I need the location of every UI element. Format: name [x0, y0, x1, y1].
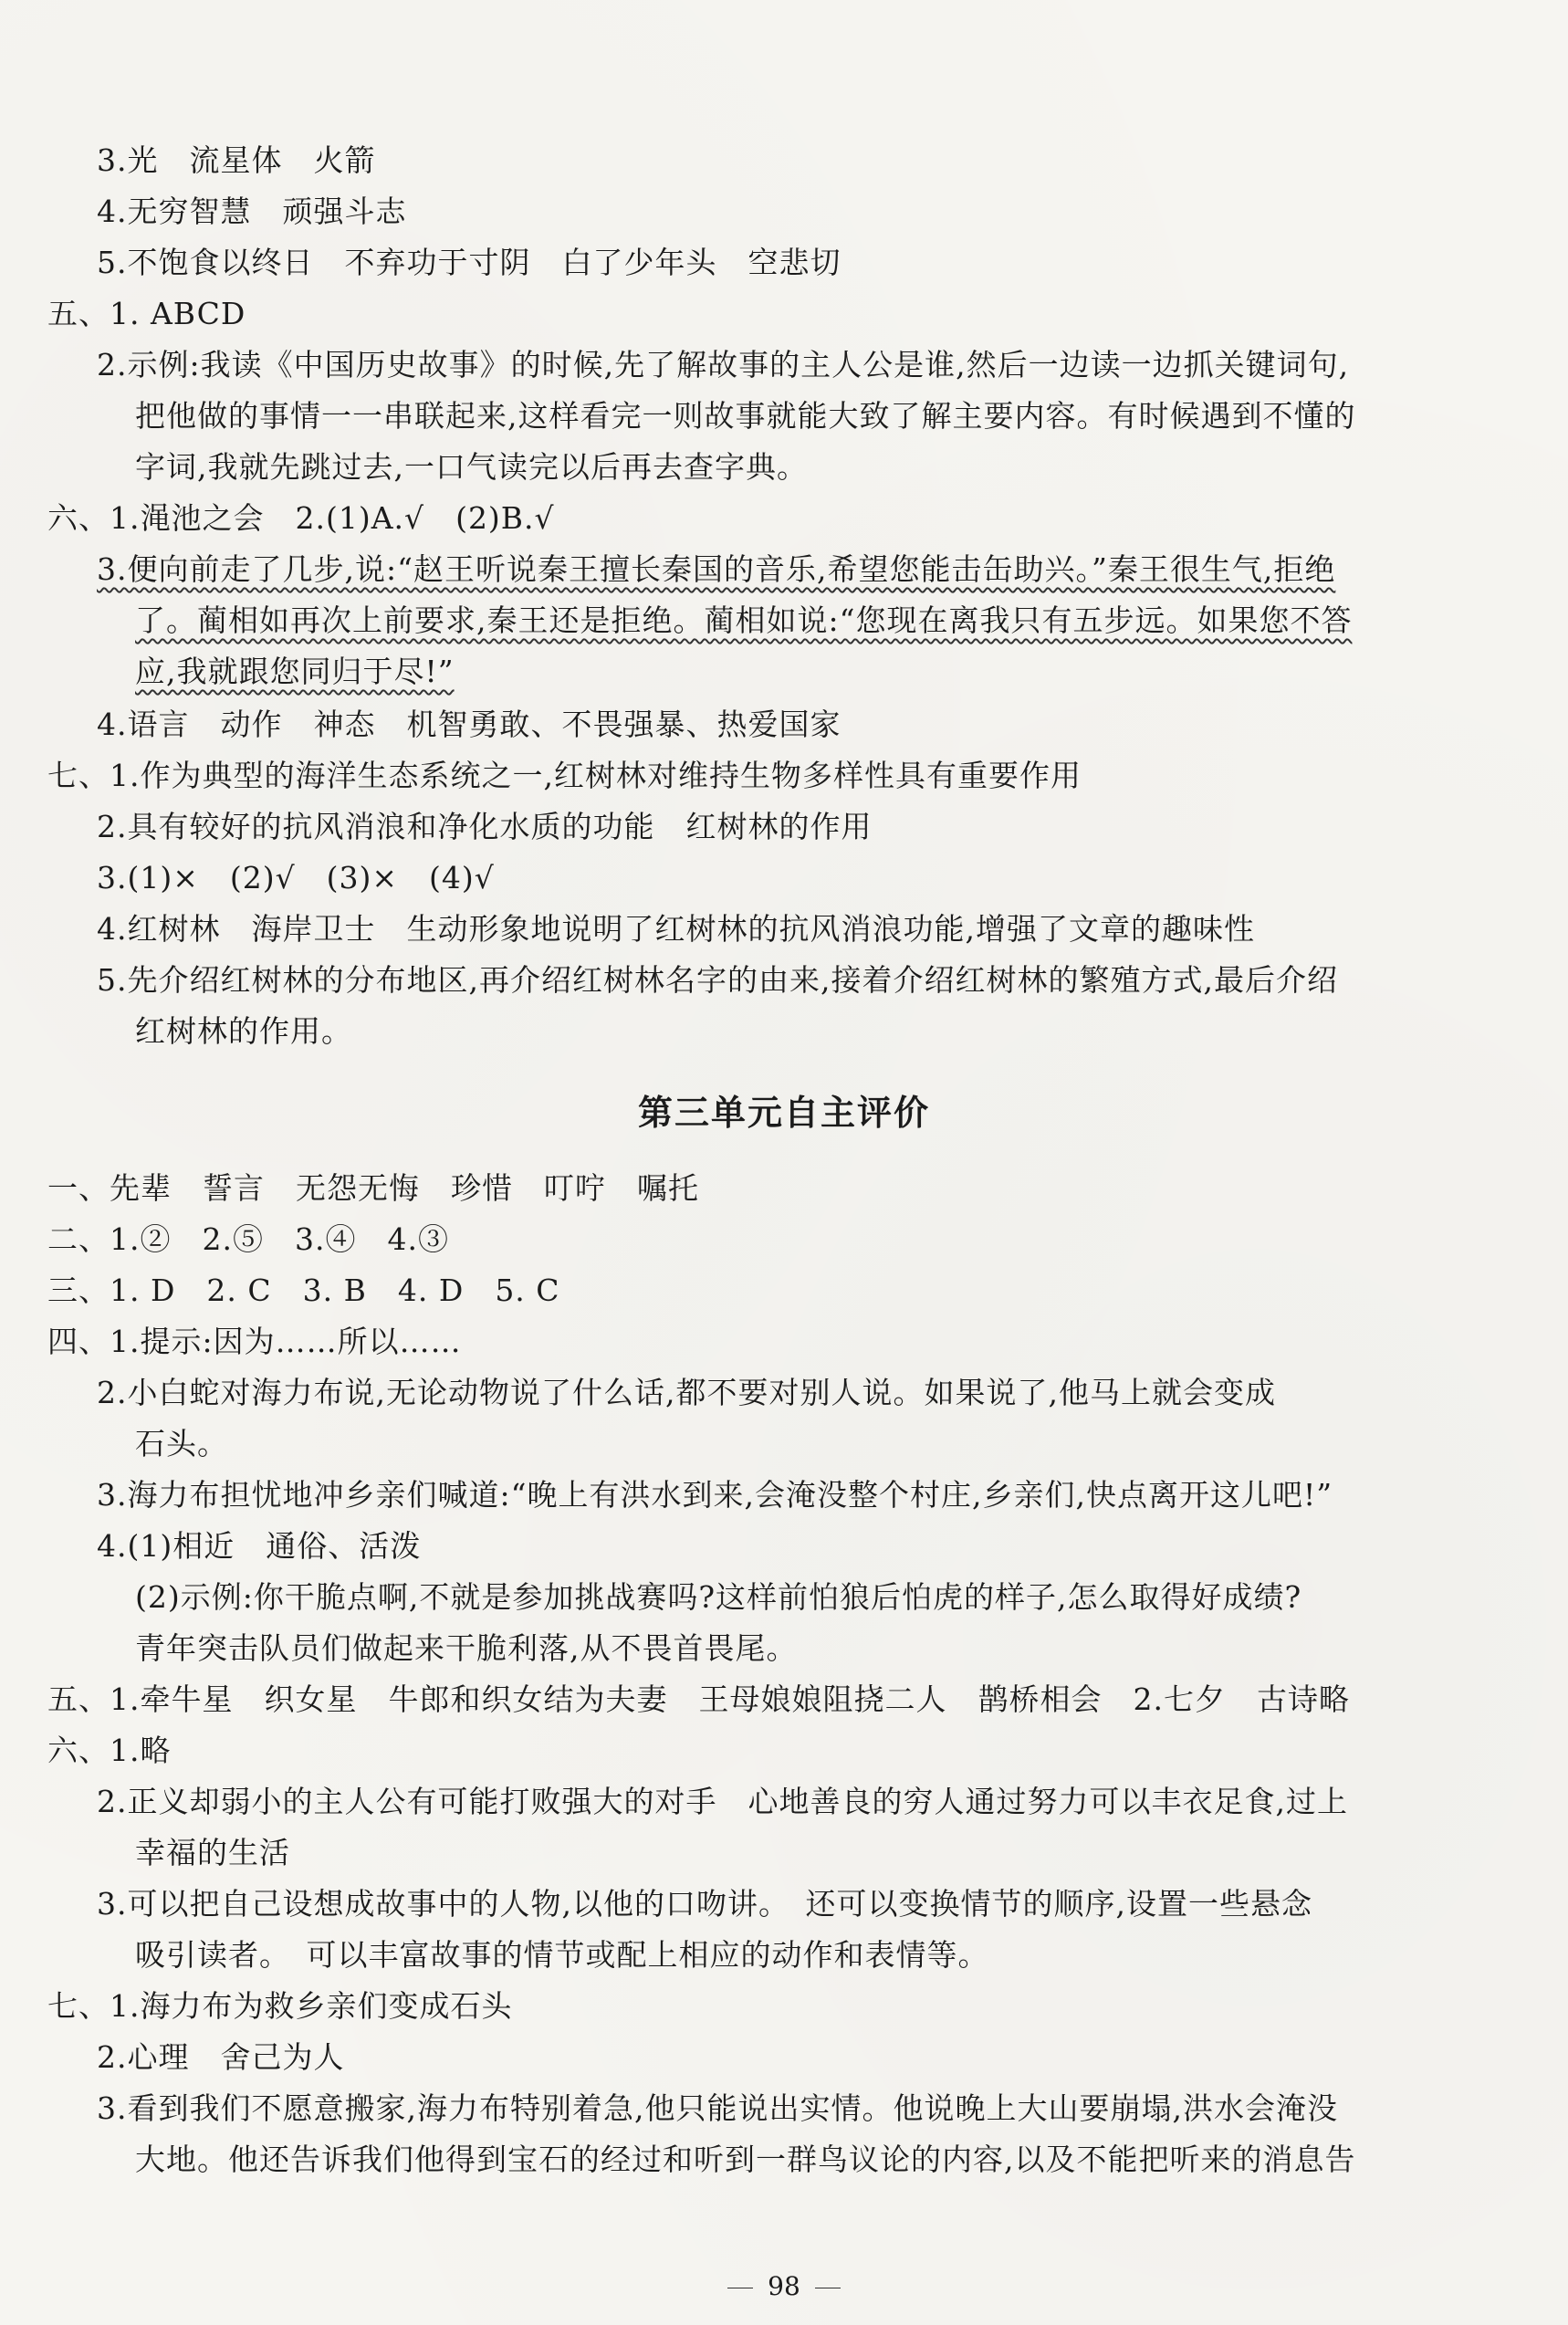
section-six-line: 六、1.略 — [47, 1733, 172, 1768]
section-three-line: 三、1. D 2. C 3. B 4. D 5. C — [47, 1272, 560, 1308]
answer-line: 大地。他还告诉我们他得到宝石的经过和听到一群鸟议论的内容,以及不能把听来的消息告 — [135, 2142, 1356, 2177]
answer-line: 4.无穷智慧 顽强斗志 — [97, 194, 407, 229]
answer-line: 青年突击队员们做起来干脆利落,从不畏首畏尾。 — [135, 1630, 798, 1666]
answer-line: 3.可以把自己设想成故事中的人物,以他的口吻讲。 还可以变换情节的顺序,设置一些悬念 — [97, 1886, 1312, 1922]
answer-line: 4.红树林 海岸卫士 生动形象地说明了红树林的抗风消浪功能,增强了文章的趣味性 — [97, 911, 1255, 947]
section-six-line: 六、1.渑池之会 2.(1)A.√ (2)B.√ — [47, 500, 555, 536]
answer-line: 吸引读者。 可以丰富故事的情节或配上相应的动作和表情等。 — [135, 1937, 989, 1973]
answer-line: 字词,我就先跳过去,一口气读完以后再去查字典。 — [135, 449, 808, 485]
answer-line: 2.正义却弱小的主人公有可能打败强大的对手 心地善良的穷人通过努力可以丰衣足食,过上 — [97, 1784, 1348, 1819]
answer-line: 3.光 流星体 火箭 — [97, 142, 376, 178]
answer-line: 红树林的作用。 — [135, 1013, 352, 1049]
underlined-answer-line: 了。蔺相如再次上前要求,秦王还是拒绝。蔺相如说:“您现在离我只有五步远。如果您不答 — [135, 602, 1353, 638]
answer-line: 5.不饱食以终日 不弃功于寸阴 白了少年头 空悲切 — [97, 245, 841, 280]
answer-line: 3.(1)× (2)√ (3)× (4)√ — [97, 860, 495, 895]
section-five-line: 五、1. ABCD — [47, 296, 246, 331]
answer-line: 幸福的生活 — [135, 1835, 290, 1870]
page-number-value: 98 — [768, 2271, 800, 2301]
section-five-line: 五、1.牵牛星 织女星 牛郎和织女结为夫妻 王母娘娘阻挠二人 鹊桥相会 2.七夕 古诗略 — [47, 1681, 1350, 1717]
answer-line: 2.示例:我读《中国历史故事》的时候,先了解故事的主人公是谁,然后一边读一边抓关键词句, — [97, 347, 1350, 382]
answer-line: 3.看到我们不愿意搬家,海力布特别着急,他只能说出实情。他说晚上大山要崩塌,洪水会淹没 — [97, 2090, 1338, 2126]
answer-line: 2.心理 舍己为人 — [97, 2039, 345, 2075]
answer-line: 2.小白蛇对海力布说,无论动物说了什么话,都不要对别人说。如果说了,他马上就会变成 — [97, 1375, 1276, 1410]
page-number — [0, 2270, 1568, 2303]
section-seven-line: 七、1.海力布为救乡亲们变成石头 — [47, 1988, 513, 2024]
answer-line: 5.先介绍红树林的分布地区,再介绍红树林名字的由来,接着介绍红树林的繁殖方式,最后介绍 — [97, 962, 1338, 998]
unit-three-title: 第三单元自主评价 — [637, 1093, 930, 1133]
answer-line: 3.海力布担忧地冲乡亲们喊道:“晚上有洪水到来,会淹没整个村庄,乡亲们,快点离开这儿吧!” — [97, 1477, 1333, 1513]
section-four-line: 四、1.提示:因为……所以…… — [47, 1324, 462, 1359]
section-seven-line: 七、1.作为典型的海洋生态系统之一,红树林对维持生物多样性具有重要作用 — [47, 758, 1082, 793]
answer-line: (2)示例:你干脆点啊,不就是参加挑战赛吗?这样前怕狼后怕虎的样子,怎么取得好成绩? — [135, 1579, 1302, 1615]
answer-line: 2.具有较好的抗风消浪和净化水质的功能 红树林的作用 — [97, 809, 873, 844]
answer-line: 石头。 — [135, 1426, 228, 1461]
answer-line: 4.语言 动作 神态 机智勇敢、不畏强暴、热爱国家 — [97, 707, 841, 742]
answer-line: 把他做的事情一一串联起来,这样看完一则故事就能大致了解主要内容。有时候遇到不懂的 — [135, 398, 1356, 434]
section-two-line: 二、1.② 2.⑤ 3.④ 4.③ — [47, 1221, 449, 1257]
underlined-answer-line: 应,我就跟您同归于尽!” — [135, 654, 455, 689]
section-one-line: 一、先辈 誓言 无怨无悔 珍惜 叮咛 嘱托 — [47, 1170, 699, 1206]
underlined-answer-line: 3.便向前走了几步,说:“赵王听说秦王擅长秦国的音乐,希望您能击缶助兴。”秦王很生气,拒绝 — [97, 551, 1336, 587]
answer-line: 4.(1)相近 通俗、活泼 — [97, 1528, 422, 1564]
